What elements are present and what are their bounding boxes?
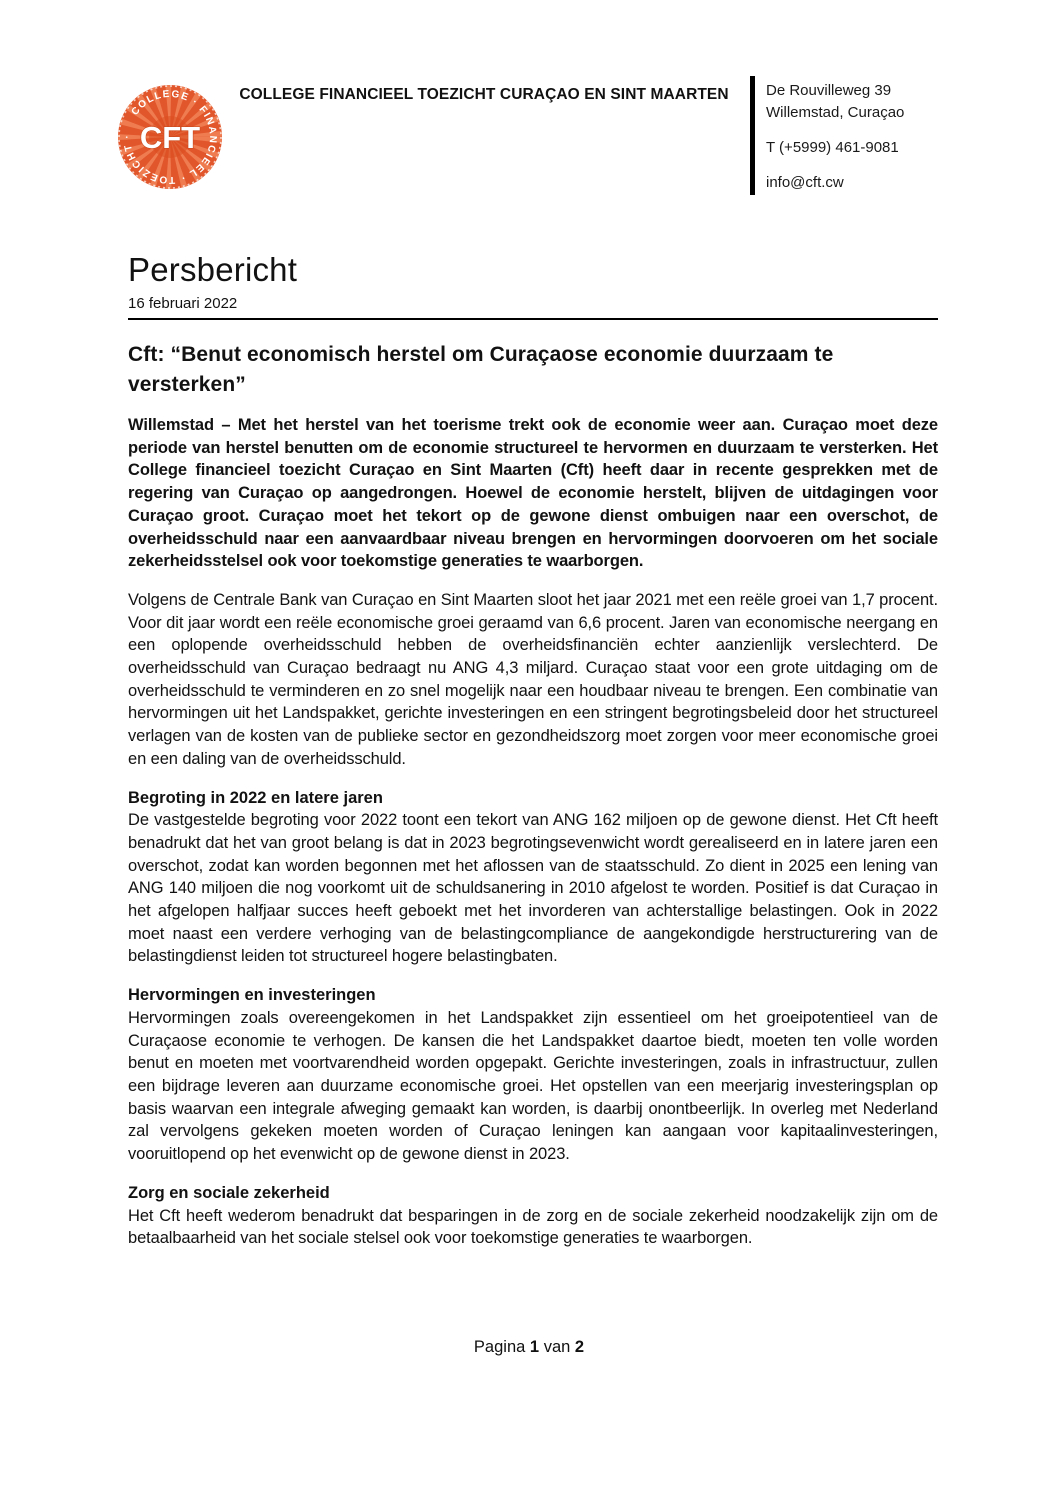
letterhead-divider [750,76,755,195]
logo-ring-text: COLLEGE · FINANCIEEL · TOEZICHT · [121,88,219,186]
section-body-hervormingen: Hervormingen zoals overeengekomen in het Landspakket zijn essentieel om het groeipotentieel van de Curaçaose economie te verhogen. De kansen die het Landspakket daartoe biedt, moeten ten volle worden benut en moeten met voortvarendheid worden opgepakt. Gerichte investeringen, zoals in infrastructuur, zullen een bijdrage leveren aan duurzame economische groei. Het opstellen van een meerjarig investeringsplan op basis waarvan een integrale afweging gemaakt kan worden, is daarbij onontbeerlijk. In overleg met Nederland zal vervolgens gekeken moeten worden of Curaçao leningen kan aangaan voor kapitaalinvesteringen, vooruitlopend op het evenwicht op de gewone dienst in 2023. [128,1008,938,1164]
section-body-zorg: Het Cft heeft wederom benadrukt dat besparingen in de zorg en de sociale zekerheid noodzakelijk zijn om de betaalbaarheid van het sociale stelsel ook voor toekomstige generaties te waarborgen. [128,1206,938,1248]
phone-number: T (+5999) 461-9081 [766,139,899,156]
contact-spacer [766,124,904,137]
footer-page-number: 1 [529,1338,540,1356]
contact-spacer [766,159,904,172]
lead-paragraph: Willemstad – Met het herstel van het toerisme trekt ook de economie weer aan. Curaçao moet deze periode van herstel benutten om de economie structureel te hervormen en duurzaam te versterken. Het College financieel toezicht Curaçao en Sint Maarten (Cft) heeft daar in recente gesprekken met de regering van Curaçao op aangedrongen. Hoewel de economie herstelt, blijven de uitdagingen voor Curaçao groot. Curaçao moet het tekort op de gewone dienst ombuigen naar een overschot, de overheidsschuld naar een aanvaardbaar niveau brengen en hervormingen doorvoeren om het sociale zekerheidsstelsel ook voor toekomstige generaties te waarborgen. [128,416,938,571]
page-title: Persbericht [128,251,298,288]
footer-prefix: Pagina [473,1338,526,1356]
page-footer [0,1338,1058,1357]
organization-name: COLLEGE FINANCIEEL TOEZICHT CURAÇAO EN SINT MAARTEN [239,86,729,103]
email-address: info@cft.cw [766,174,844,191]
section-heading-zorg: Zorg en sociale zekerheid [128,1183,330,1202]
footer-page-total: 2 [574,1338,585,1356]
footer-separator: van [543,1338,571,1356]
cft-logo-graphic [117,84,223,190]
contact-block [766,80,904,194]
title-rule [128,318,938,320]
address-line-1: De Rouvilleweg 39 [766,82,892,99]
section-body-begroting: De vastgestelde begroting voor 2022 toont een tekort van ANG 162 miljoen op de gewone dienst. Het Cft heeft benadrukt dat het van groot belang is dat in 2023 begrotingsevenwicht wordt gerealiseerd en in latere jaren een overschot, zodat kan worden begonnen met het aflossen van de staatsschuld. Zo dient in 2025 een lening van ANG 140 miljoen die nog voorkomt uit de schuldsanering in 2010 afgelost te worden. Positief is dat Curaçao in het afgelopen halfjaar succes heeft geboekt met het invorderen van achterstallige belastingen. Ook in 2022 moet naast een verdere verhoging van de belastingcompliance de aangekondigde herstructurering van de belastingdienst leiden tot structureel hogere belastingbaten. [128,811,938,966]
intro-paragraph: Volgens de Centrale Bank van Curaçao en Sint Maarten sloot het jaar 2021 met een reële groei van 1,7 procent. Voor dit jaar wordt een reële economische groei geraamd van 6,6 procent. Jaren van economische neergang en een oplopende overheidsschuld hebben de overheidsfinanciën echter aanzienlijk verslechterd. De overheidsschuld van Curaçao bedraagt nu ANG 4,3 miljard. Curaçao staat voor een grote uitdaging om de overheidsschuld te verminderen en zo snel mogelijk naar een houdbaar niveau te brengen. Een combinatie van hervormingen uit het Landspakket, gerichte investeringen en een stringent begrotingsbeleid door het structureel verlagen van de kosten van de publieke sector en gezondheidszorg moet zorgen voor meer economische groei en een daling van de overheidsschuld. [128,590,938,768]
press-release-headline: Cft: “Benut economisch herstel om Curaçaose economie duurzaam te versterken” [128,343,834,396]
document-date: 16 februari 2022 [128,295,238,312]
address-line-2: Willemstad, Curaçao [766,104,905,121]
section-heading-hervormingen: Hervormingen en investeringen [128,986,376,1005]
logo-center-text: CFT [139,120,201,155]
cft-logo [117,84,223,190]
section-heading-begroting: Begroting in 2022 en latere jaren [128,788,383,807]
document-content [128,250,938,1250]
